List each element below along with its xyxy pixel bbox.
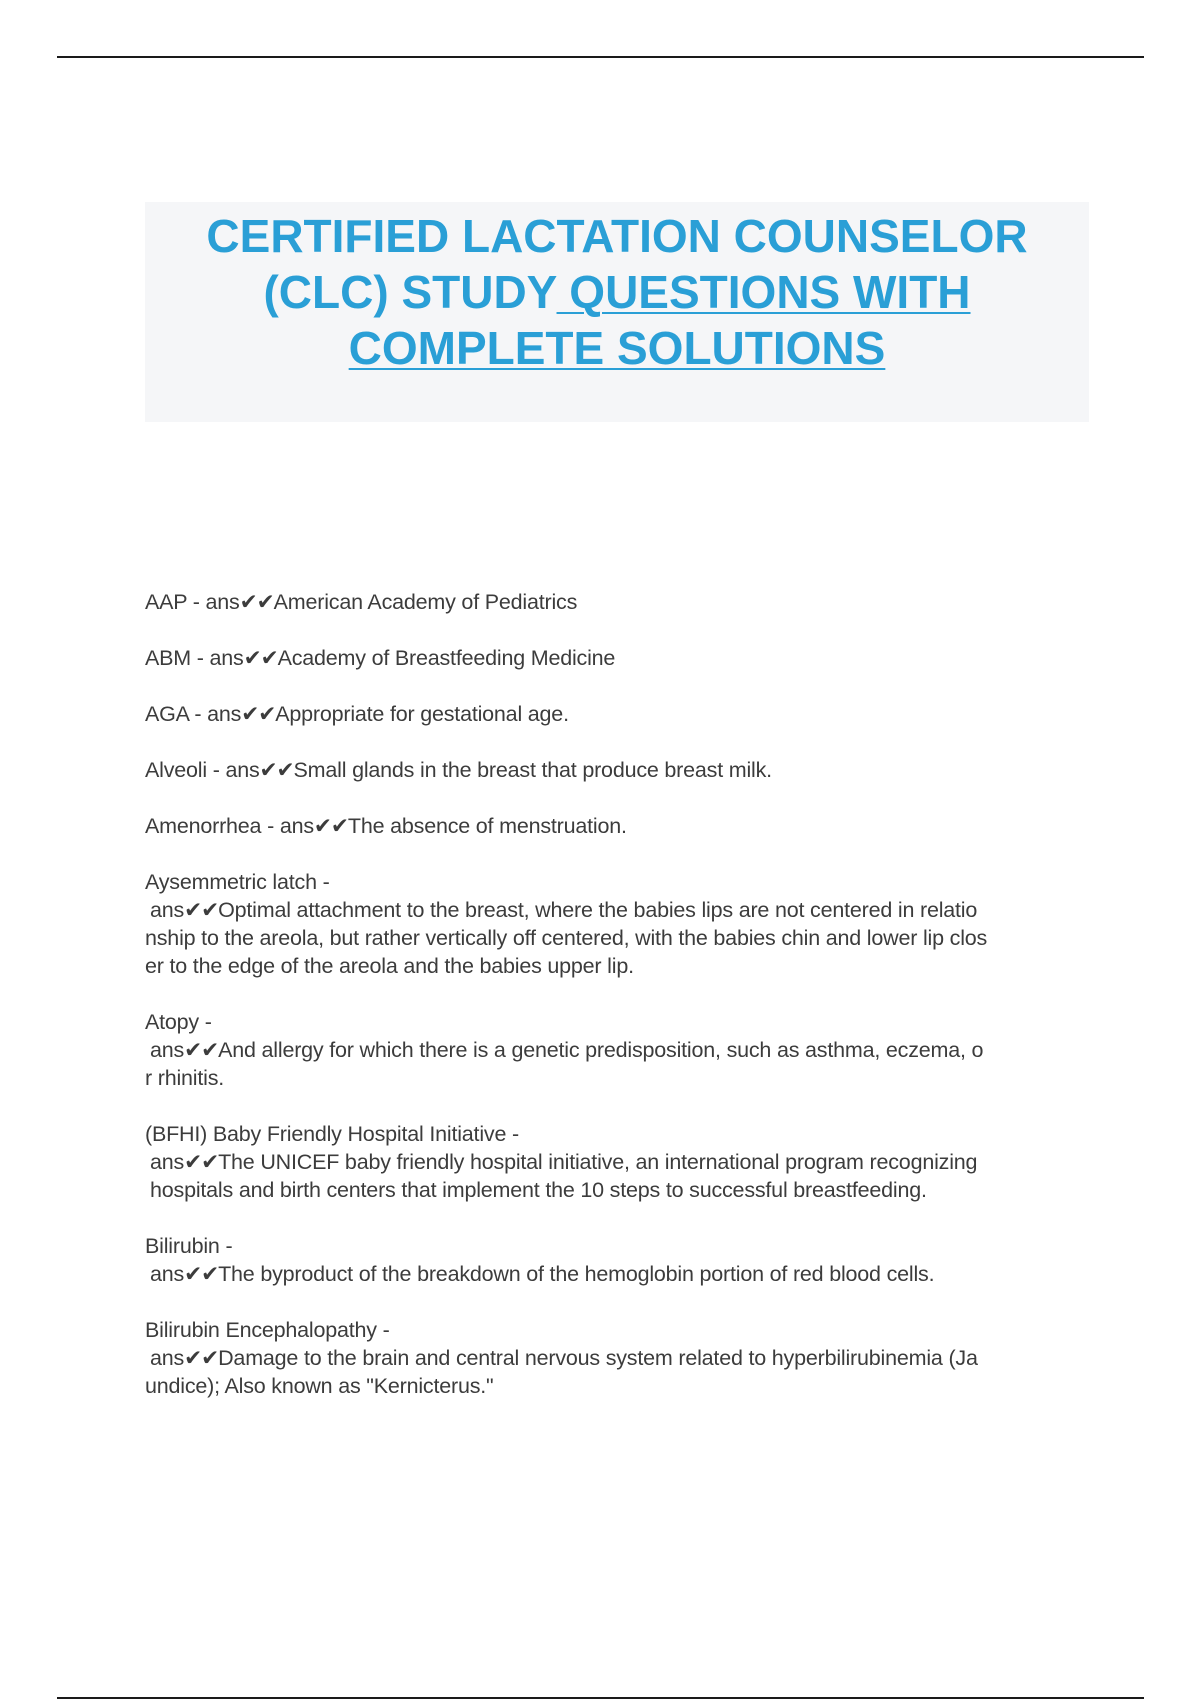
- entry-term: AGA - ans: [145, 702, 242, 726]
- checkmark-icon: ✔✔: [259, 758, 294, 782]
- entry-ans-label: ans: [150, 1346, 185, 1370]
- glossary-entry: [145, 588, 1090, 616]
- entry-definition-line-2: undice); Also known as "Kernicterus.": [145, 1374, 494, 1398]
- entry-ans-label: ans: [150, 1150, 185, 1174]
- entry-answer-line: [145, 896, 1090, 924]
- glossary-entry: [145, 700, 1090, 728]
- entry-definition-line-1: The byproduct of the breakdown of the hemoglobin portion of red blood cells.: [218, 1262, 935, 1286]
- title-line-3: COMPLETE SOLUTIONS: [348, 322, 886, 374]
- checkmark-icon: ✔✔: [184, 898, 219, 922]
- entry-ans-label: ans: [150, 1262, 185, 1286]
- checkmark-icon: ✔✔: [184, 1346, 219, 1370]
- checkmark-icon: ✔✔: [239, 590, 274, 614]
- glossary-entry: [145, 868, 1090, 980]
- entry-definition-line-3: er to the edge of the areola and the babies upper lip.: [145, 954, 634, 978]
- checkmark-icon: ✔✔: [184, 1262, 219, 1286]
- title-box: [145, 202, 1089, 422]
- entry-term: Alveoli - ans: [145, 758, 260, 782]
- checkmark-icon: ✔✔: [184, 1038, 219, 1062]
- entry-term: AAP - ans: [145, 590, 240, 614]
- entry-definition-line-1: Damage to the brain and central nervous system related to hyperbilirubinemia (Ja: [218, 1346, 978, 1370]
- title-line-2a: (CLC) STUDY: [263, 266, 557, 318]
- top-rule: [57, 56, 1144, 58]
- entry-definition-line-1: And allergy for which there is a genetic predisposition, such as asthma, eczema, o: [218, 1038, 984, 1062]
- entry-definition: Small glands in the breast that produce breast milk.: [293, 758, 772, 782]
- document-title: [145, 208, 1089, 376]
- entry-term: Amenorrhea - ans: [145, 814, 314, 838]
- entry-definition: The absence of menstruation.: [347, 814, 627, 838]
- glossary-list: [145, 588, 1090, 1428]
- entry-definition: American Academy of Pediatrics: [273, 590, 578, 614]
- entry-definition-line-2: hospitals and birth centers that implement the 10 steps to successful breastfeeding.: [150, 1178, 927, 1202]
- entry-answer-line: [145, 1260, 1090, 1288]
- entry-definition: Academy of Breastfeeding Medicine: [277, 646, 616, 670]
- checkmark-icon: ✔✔: [243, 646, 278, 670]
- entry-ans-label: ans: [150, 1038, 185, 1062]
- glossary-entry: [145, 812, 1090, 840]
- title-line-1: CERTIFIED LACTATION COUNSELOR: [206, 210, 1028, 262]
- entry-term: Bilirubin Encephalopathy -: [145, 1318, 390, 1342]
- glossary-entry: [145, 1120, 1090, 1204]
- entry-definition-line-2: r rhinitis.: [145, 1066, 225, 1090]
- entry-definition-line-2: nship to the areola, but rather vertically off centered, with the babies chin and lower lip clos: [145, 926, 988, 950]
- entry-term: Atopy -: [145, 1010, 212, 1034]
- entry-term: (BFHI) Baby Friendly Hospital Initiative -: [145, 1122, 519, 1146]
- entry-definition-line-1: The UNICEF baby friendly hospital initiative, an international program recognizing: [218, 1150, 978, 1174]
- glossary-entry: [145, 756, 1090, 784]
- title-line-2b: QUESTIONS WITH: [556, 266, 971, 318]
- entry-answer-line: [145, 1036, 1090, 1064]
- entry-answer-line: [145, 1148, 1090, 1176]
- entry-term: Bilirubin -: [145, 1234, 233, 1258]
- glossary-entry: [145, 1232, 1090, 1288]
- bottom-rule: [57, 1697, 1144, 1699]
- entry-definition-line-1: Optimal attachment to the breast, where the babies lips are not centered in relatio: [218, 898, 978, 922]
- glossary-entry: [145, 644, 1090, 672]
- checkmark-icon: ✔✔: [241, 702, 276, 726]
- glossary-entry: [145, 1316, 1090, 1400]
- glossary-entry: [145, 1008, 1090, 1092]
- checkmark-icon: ✔✔: [313, 814, 348, 838]
- checkmark-icon: ✔✔: [184, 1150, 219, 1174]
- entry-term: Aysemmetric latch -: [145, 870, 330, 894]
- entry-definition: Appropriate for gestational age.: [275, 702, 569, 726]
- entry-ans-label: ans: [150, 898, 185, 922]
- entry-term: ABM - ans: [145, 646, 244, 670]
- entry-answer-line: [145, 1344, 1090, 1372]
